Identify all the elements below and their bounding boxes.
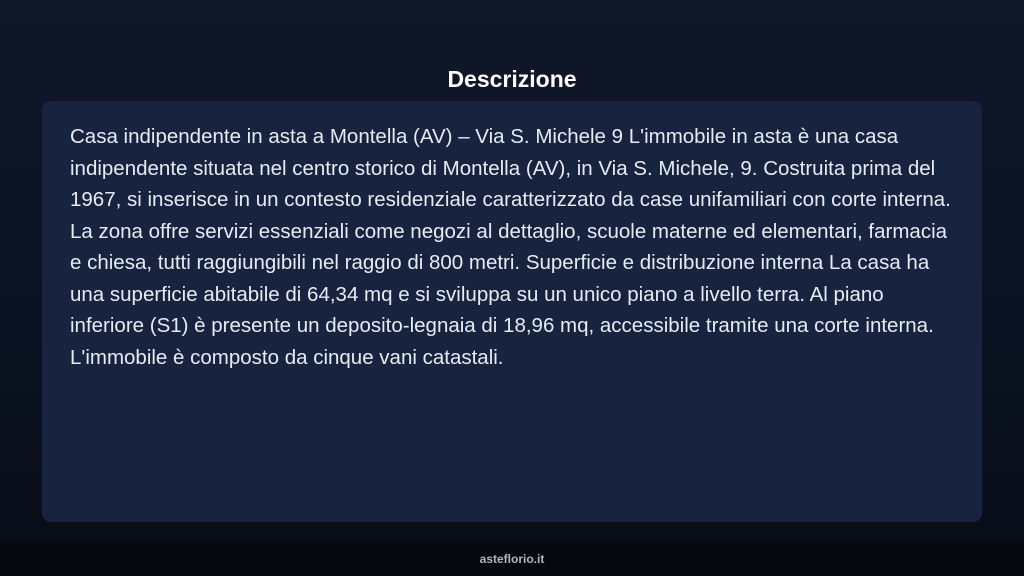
footer-bar (0, 543, 1024, 576)
description-card (42, 101, 982, 522)
page-title: Descrizione (447, 66, 577, 93)
description-text: Casa indipendente in asta a Montella (AV) – Via S. Michele 9 L'immobile in asta è una casa indipendente situata nel centro storico di Montella (AV), in Via S. Michele, 9. Costruita prima del 1967, si inserisce in un contesto residenziale caratterizzato da case unifamiliari con corte interna. La zona offre servizi essenziali come negozi al dettaglio, scuole materne ed elementari, farmacia e chiesa, tutti raggiungibili nel raggio di 800 metri. Superficie e distribuzione interna La casa ha una superficie abitabile di 64,34 mq e si sviluppa su un unico piano a livello terra. Al piano inferiore (S1) è presente un deposito-legnaia di 18,96 mq, accessibile tramite una corte interna. L'immobile è composto da cinque vani catastali. (70, 125, 951, 369)
footer-site-name: asteflorio.it (479, 552, 545, 566)
